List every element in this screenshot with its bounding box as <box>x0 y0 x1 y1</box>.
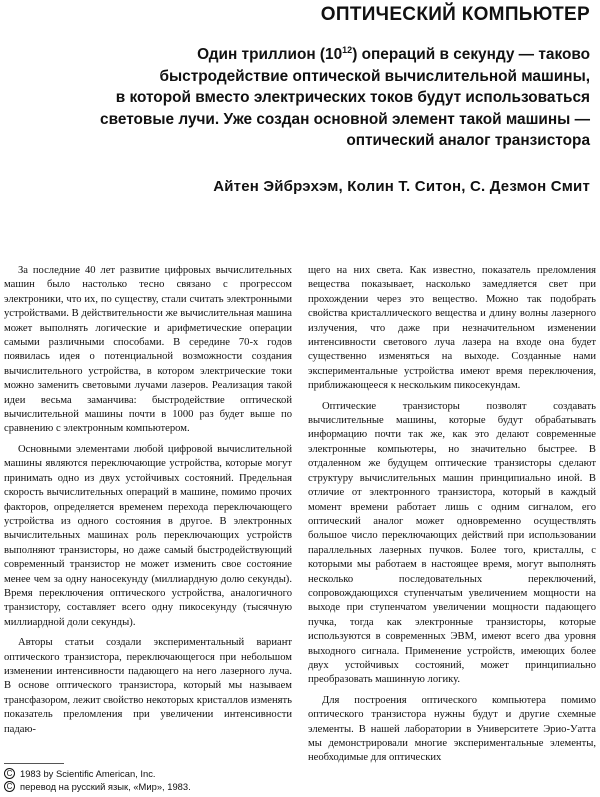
paragraph: Оптические транзисторы позволят создавать вычислительные машины, которые будут обрабатывать информацию почти так же, как это делают современные электронные компьютеры, но значительно быстрее. В отдаленном же будущем оптические транзисторы сделают структуру вычислительных машин принципиально иной. В отличие от электронного транзистора, который в каждый момент времени работает лишь с одним сигналом, его оптический аналог может одновременно осуществлять большое число переключающих действий при использовании параллельных лазерных пучков. Более того, кристаллы, с которыми мы работаем в настоящее время, могут выполнять несколько последовательных переключений, сопровождающихся ступенчатым увеличением мощности на выходе при ступенчатом увеличении мощности падающего пучка, тогда как электронные транзисторы, которые используются в современных ЭВМ, имеют всего два уровня выходного сигнала. Применение устройств, имеющих более двух устойчивых состояний, может принципиально преобразовать машинную логику. <box>308 400 596 686</box>
copyright-icon: C <box>4 768 15 779</box>
footnote-divider <box>4 763 64 764</box>
article-subtitle <box>30 40 590 152</box>
right-column <box>308 264 596 797</box>
paragraph: Авторы статьи создали экспериментальный вариант оптического транзистора, переключающегося при небольшом изменении интенсивности падающего на него лазерного луча. В основе оптического транзистора, который мы называем трансфазором, лежит свойство некоторых кристаллов изменять показатель преломления при увеличении интенсивности падаю- <box>4 637 292 735</box>
paragraph: щего на них света. Как известно, показатель преломления вещества показывает, насколько замедляется свет при прохождении через это вещество. Можно так подобрать свойства кристаллического вещества и длину волны лазерного излучения, что даже при незначительном изменении интенсивности светового луча лазера на входе она будет существенно изменяться на выходе. Созданные нами экспериментальные устройства имеют время переключения, приближающееся к нескольким пикосекундам. <box>308 265 596 392</box>
copyright-line-1: C 1983 by Scientific American, Inc. <box>4 767 292 780</box>
paragraph: За последние 40 лет развитие цифровых вычислительных машин было настолько тесно связано с прогрессом электроники, что их, по существу, стали считать электронными устройствами. В действительности же вычислительная машина может выполнять логические и арифметические операции самыми различными способами. В середине 70-х годов появилась идея о потенциальной возможности создания вычислительного устройства, в котором электрические токи можно заменить световыми лучами лазеров. Реализация такой идеи весьма заманчива: быстродействие оптической вычислительной машины почти в 1000 раз будет выше по сравнению с электронным компьютером. <box>4 265 292 435</box>
subtitle-line-3: в которой вместо электрических токов будут использоваться <box>115 89 590 107</box>
subtitle-line-4: световые лучи. Уже создан основной элемент такой машины — <box>100 110 590 128</box>
paragraph: Основными элементами любой цифровой вычислительной машины являются переключающие устройства, которые могут принимать одно из двух устойчивых состояний. Предельная скорость вычислительных операций в машине, помимо прочих факторов, определяется временем перехода переключающего устройства из одного состояния в другое. В электронных вычислительных машинах роль переключающих устройств выполняют транзисторы, но даже самый быстродействующий современный транзистор не может изменить свое состояние менее чем за одну наносекунду (миллиардную долю секунды). Время переключения оптического устройства, аналогичного транзистору, составляет всего одну пикосекунду (тысячную миллиардной доли секунды). <box>4 443 292 628</box>
subtitle-line-1: Один триллион $(10^{12})$ операций в секунду — таково <box>197 45 590 64</box>
paragraph: Для построения оптического компьютера помимо оптического транзистора нужны будут и другие схемные элементы. В нашей лаборатории в Университете Эрио-Уатта мы демонстрировали многие экспериментальные элементы, необходимые для оптических <box>308 694 596 764</box>
subtitle-line-5: оптический аналог транзистора <box>346 132 590 150</box>
subtitle-line-2: быстродействие оптической вычислительной машины, <box>159 67 590 85</box>
left-column <box>4 264 292 738</box>
copyright-notice <box>4 767 292 793</box>
copyright-icon: C <box>4 781 15 792</box>
article-authors: Айтен Эйбрэхэм, Колин Т. Ситон, С. Дезмон Смит <box>213 178 590 195</box>
article-title: ОПТИЧЕСКИЙ КОМПЬЮТЕР <box>320 4 590 25</box>
copyright-line-2: C перевод на русский язык, «Мир», 1983. <box>4 780 292 793</box>
